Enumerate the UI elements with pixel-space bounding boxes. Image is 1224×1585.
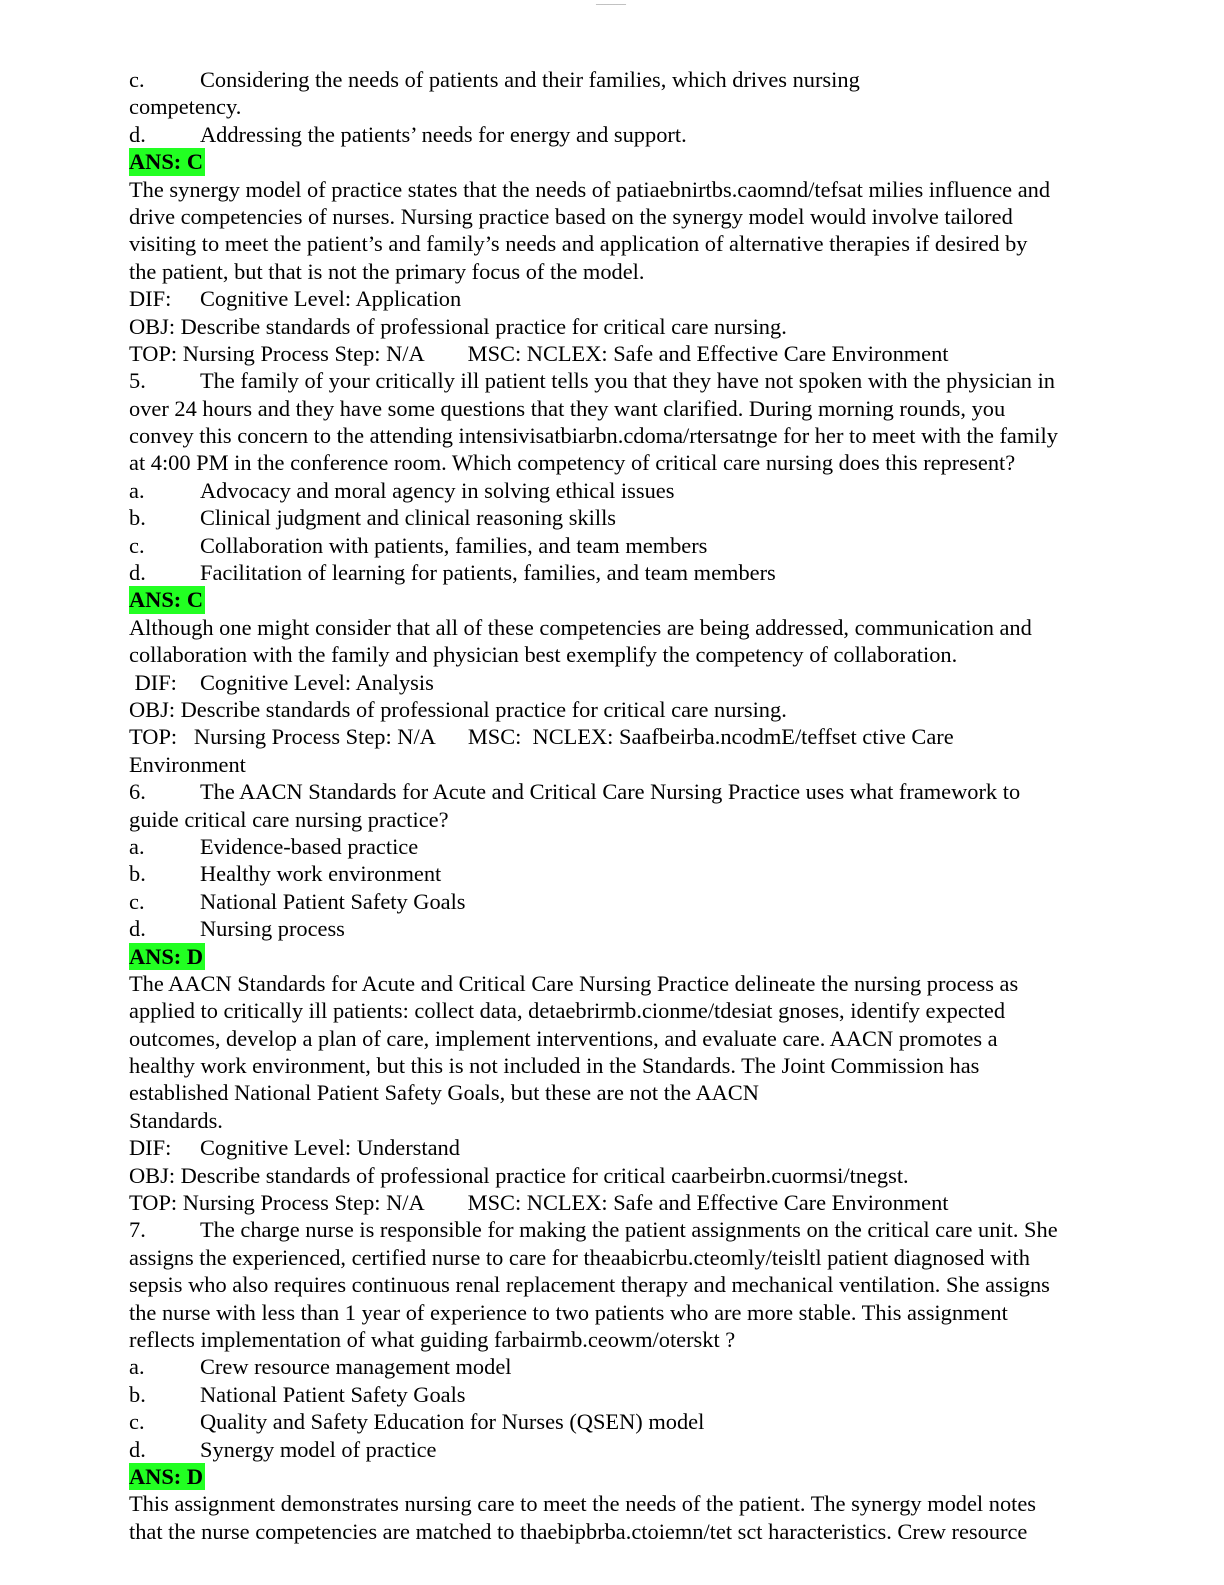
text-line (129, 1271, 1129, 1298)
text-line (129, 258, 1129, 285)
item-marker: d. (129, 1436, 146, 1462)
item-marker: b. (129, 1381, 146, 1407)
line-text: established National Patient Safety Goals, but these are not the AACN (129, 1080, 759, 1106)
answer-line (129, 943, 1129, 970)
line-text: The AACN Standards for Acute and Critical Care Nursing Practice delineate the nursing process as (129, 970, 1019, 996)
text-line (129, 1025, 1129, 1052)
item-marker: DIF: (129, 286, 172, 312)
line-text: visiting to meet the patient’s and family’s needs and application of alternative therapies if desired by (129, 231, 1028, 257)
line-text: sepsis who also requires continuous renal replacement therapy and mechanical ventilation. She assigns (129, 1272, 1050, 1298)
list-item (129, 1216, 1129, 1243)
item-marker: DIF: (129, 669, 177, 695)
list-item (129, 1134, 1129, 1161)
topic-label: TOP: Nursing Process Step: N/A (129, 340, 425, 366)
text-line (129, 176, 1129, 203)
line-text: National Patient Safety Goals (200, 888, 466, 914)
msc-label: MSC: NCLEX: Safe and Effective Care Environment (467, 340, 949, 366)
line-text: guide critical care nursing practice? (129, 806, 449, 832)
item-marker: a. (129, 1354, 145, 1380)
line-text: Environment (129, 751, 246, 777)
line-text: Cognitive Level: Application (200, 286, 462, 312)
line-text: the patient, but that is not the primary focus of the model. (129, 258, 645, 284)
text-line (129, 93, 1129, 120)
line-text: Evidence-based practice (200, 833, 419, 859)
line-text: National Patient Safety Goals (200, 1381, 466, 1407)
list-item (129, 860, 1129, 887)
list-item (129, 367, 1129, 394)
item-marker: a. (129, 833, 145, 859)
line-text: OBJ: Describe standards of professional practice for critical caarbeirbn.cuormsi/tnegst. (129, 1162, 909, 1188)
list-item (129, 121, 1129, 148)
line-text: healthy work environment, but this is not included in the Standards. The Joint Commission has (129, 1053, 980, 1079)
topic-label: TOP: Nursing Process Step: N/A (129, 724, 436, 750)
answer-key: ANS: D (129, 943, 204, 969)
line-text: Facilitation of learning for patients, families, and team members (200, 560, 776, 586)
item-marker: d. (129, 560, 146, 586)
line-text: The family of your critically ill patient tells you that they have not spoken with the physician in (200, 368, 1055, 394)
line-text: assigns the experienced, certified nurse to care for theaabicrbu.cteomly/teisltl patient diagnosed with (129, 1244, 1030, 1270)
line-text: OBJ: Describe standards of professional practice for critical care nursing. (129, 313, 787, 339)
line-text: Advocacy and moral agency in solving ethical issues (200, 477, 675, 503)
text-line (129, 1244, 1129, 1271)
text-line (129, 1326, 1129, 1353)
line-text: the nurse with less than 1 year of experience to two patients who are more stable. This assignment (129, 1299, 1008, 1325)
text-line (129, 203, 1129, 230)
msc-label: MSC: NCLEX: Saafbeirba.ncodmE/teffset ctive Care (467, 724, 954, 750)
line-text: convey this concern to the attending intensivisatbiarbn.cdoma/rtersatnge for her to meet with the family (129, 423, 1058, 449)
line-text: outcomes, develop a plan of care, implement interventions, and evaluate care. AACN promotes a (129, 1025, 998, 1051)
line-text: OBJ: Describe standards of professional practice for critical care nursing. (129, 696, 787, 722)
line-text: at 4:00 PM in the conference room. Which competency of critical care nursing does this represent? (129, 450, 1016, 476)
text-line (129, 1299, 1129, 1326)
item-marker: 6. (129, 779, 146, 805)
text-line (129, 422, 1129, 449)
line-text: competency. (129, 94, 242, 120)
line-text: Clinical judgment and clinical reasoning skills (200, 505, 617, 531)
item-marker: c. (129, 67, 145, 92)
line-text: The synergy model of practice states that the needs of patiaebnirtbs.caomnd/tefsat milies influence and (129, 176, 1051, 202)
text-line (129, 1490, 1129, 1517)
item-marker: d. (129, 121, 146, 147)
list-item (129, 915, 1129, 942)
topic-line (129, 1189, 1129, 1216)
item-marker: 7. (129, 1217, 146, 1243)
text-line (129, 313, 1129, 340)
item-marker: d. (129, 916, 146, 942)
text-line (129, 1162, 1129, 1189)
answer-line (129, 1463, 1129, 1490)
line-text: applied to critically ill patients: collect data, detaebrirmb.cionme/tdesiat gnoses, identify expected (129, 998, 1006, 1024)
line-text: over 24 hours and they have some questions that they want clarified. During morning rounds, you (129, 395, 1006, 421)
list-item (129, 285, 1129, 312)
answer-key: ANS: C (129, 149, 204, 175)
topic-label: TOP: Nursing Process Step: N/A (129, 1190, 425, 1216)
line-text: reflects implementation of what guiding farbairmb.ceowm/oterskt ? (129, 1326, 736, 1352)
list-item (129, 1381, 1129, 1408)
text-line (129, 1107, 1129, 1134)
list-item (129, 778, 1129, 805)
line-text: Nursing process (200, 916, 345, 942)
text-line (129, 751, 1129, 778)
document-body (129, 66, 1129, 1545)
item-marker: b. (129, 861, 146, 887)
list-item (129, 1408, 1129, 1435)
list-item (129, 66, 1129, 93)
answer-key: ANS: C (129, 587, 204, 613)
text-line (129, 449, 1129, 476)
text-line (129, 1079, 1129, 1106)
text-line (129, 997, 1129, 1024)
answer-line (129, 148, 1129, 175)
list-item (129, 888, 1129, 915)
item-marker: c. (129, 888, 145, 914)
line-text: Cognitive Level: Understand (200, 1135, 460, 1161)
list-item (129, 1436, 1129, 1463)
line-text: The charge nurse is responsible for making the patient assignments on the critical care unit. She (200, 1217, 1058, 1243)
item-marker: a. (129, 477, 145, 503)
list-item (129, 833, 1129, 860)
line-text: Considering the needs of patients and their families, which drives nursing (200, 67, 860, 92)
line-text: that the nurse competencies are matched to thaebipbrba.ctoiemn/tet sct haracteristics. Crew resource (129, 1518, 1028, 1544)
line-text: Collaboration with patients, families, and team members (200, 532, 708, 558)
text-line (129, 614, 1129, 641)
page-header-mark: __________ (596, 0, 626, 6)
text-line (129, 806, 1129, 833)
line-text: Cognitive Level: Analysis (200, 669, 434, 695)
line-text: Synergy model of practice (200, 1436, 437, 1462)
list-item (129, 477, 1129, 504)
line-text: The AACN Standards for Acute and Critical Care Nursing Practice uses what framework to (200, 779, 1021, 805)
line-text: drive competencies of nurses. Nursing practice based on the synergy model would involve tailored (129, 203, 1013, 229)
text-line (129, 696, 1129, 723)
text-line (129, 1518, 1129, 1545)
item-marker: b. (129, 505, 146, 531)
text-line (129, 970, 1129, 997)
line-text: Healthy work environment (200, 861, 442, 887)
item-marker: c. (129, 532, 145, 558)
line-text: collaboration with the family and physician best exemplify the competency of collaboration. (129, 642, 958, 668)
msc-label: MSC: NCLEX: Safe and Effective Care Environment (467, 1190, 949, 1216)
text-line (129, 1052, 1129, 1079)
text-line (129, 395, 1129, 422)
answer-line (129, 586, 1129, 613)
line-text: Crew resource management model (200, 1354, 512, 1380)
line-text: Although one might consider that all of these competencies are being addressed, communication and (129, 614, 1032, 640)
list-item (129, 532, 1129, 559)
text-line (129, 230, 1129, 257)
list-item (129, 559, 1129, 586)
line-text: Quality and Safety Education for Nurses (QSEN) model (200, 1409, 705, 1435)
list-item (129, 1353, 1129, 1380)
item-marker: 5. (129, 368, 146, 394)
list-item (129, 504, 1129, 531)
list-item (129, 669, 1129, 696)
line-text: This assignment demonstrates nursing care to meet the needs of the patient. The synergy model notes (129, 1491, 1037, 1517)
topic-line (129, 723, 1129, 750)
topic-line (129, 340, 1129, 367)
answer-key: ANS: D (129, 1463, 204, 1489)
text-line (129, 641, 1129, 668)
item-marker: DIF: (129, 1135, 172, 1161)
item-marker: c. (129, 1409, 145, 1435)
line-text: Standards. (129, 1107, 223, 1133)
line-text: Addressing the patients’ needs for energy and support. (200, 121, 687, 147)
